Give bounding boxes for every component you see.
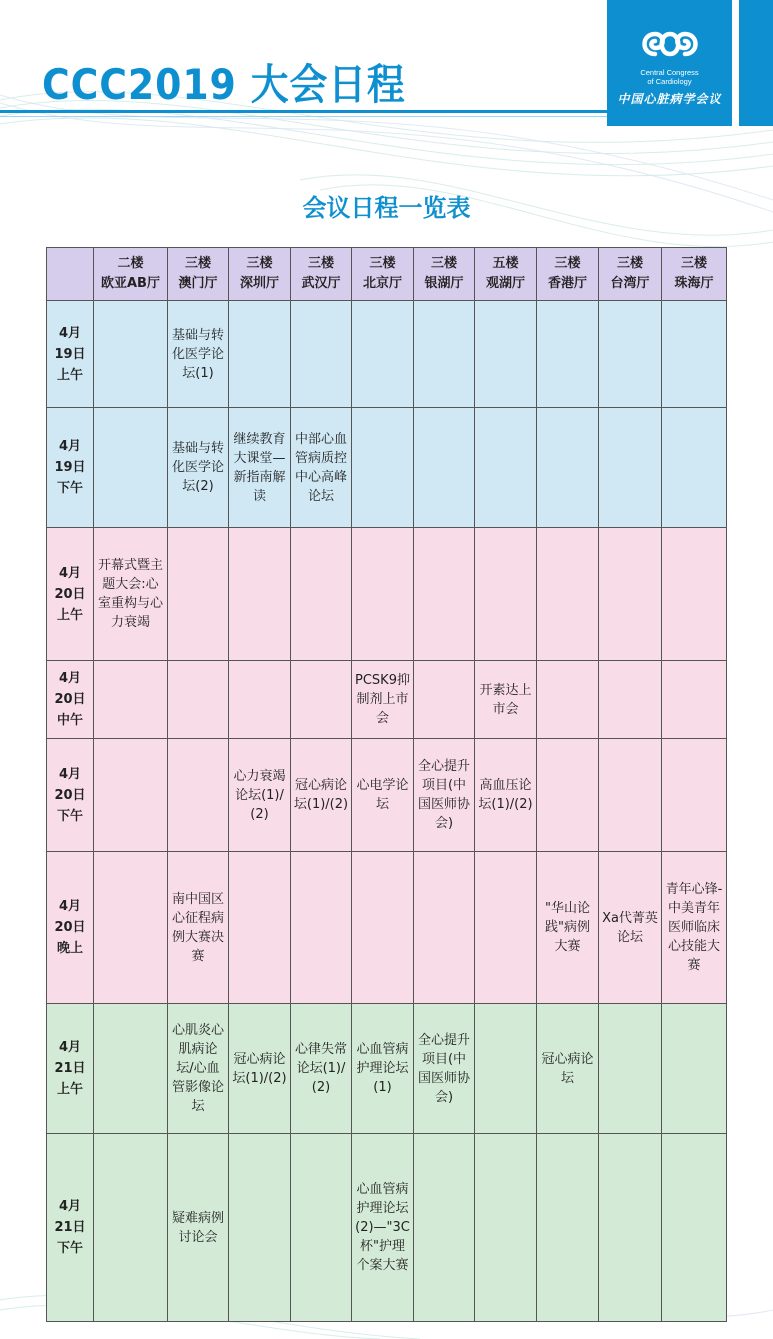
session-cell <box>599 408 662 528</box>
schedule-row <box>47 1134 727 1322</box>
time-part: 4月 <box>58 325 82 341</box>
session-name: 开素达上市会 <box>479 682 532 717</box>
time-part: 中午 <box>56 713 83 728</box>
schedule-row <box>47 528 727 661</box>
hall-floor: 二楼 <box>117 256 144 271</box>
session-cell <box>352 408 414 528</box>
session-time <box>47 408 94 528</box>
hall-floor: 三楼 <box>184 256 211 271</box>
session-cell <box>537 1134 599 1322</box>
session-cell <box>475 739 537 852</box>
session-cell <box>537 852 599 1004</box>
hall-header <box>168 248 229 301</box>
title-underline <box>0 110 610 113</box>
schedule-table <box>46 247 727 1322</box>
session-cell <box>352 739 414 852</box>
session-cell <box>352 1004 414 1134</box>
logo-chinese-text: 中国心脏病学会议 <box>617 92 722 106</box>
session-cell <box>599 1004 662 1134</box>
hall-header <box>352 248 414 301</box>
hall-header <box>94 248 168 301</box>
hall-header <box>414 248 475 301</box>
session-cell <box>94 1004 168 1134</box>
session-cell <box>599 739 662 852</box>
time-part: 20日 <box>54 586 86 602</box>
logo-side-stripe <box>739 0 773 126</box>
hall-name: 台湾厅 <box>610 276 650 291</box>
ccc-logo <box>607 0 732 126</box>
session-time <box>47 1004 94 1134</box>
time-part: 4月 <box>58 565 82 581</box>
session-cell <box>662 852 727 1004</box>
title-underline-thin <box>0 116 610 117</box>
session-time <box>47 301 94 408</box>
hall-header <box>599 248 662 301</box>
session-name: 青年心锋-中美青年医师临床心技能大赛 <box>665 882 723 973</box>
session-cell <box>168 852 229 1004</box>
session-cell <box>662 408 727 528</box>
hall-name: 深圳厅 <box>239 276 279 291</box>
session-cell <box>414 739 475 852</box>
session-cell <box>352 1134 414 1322</box>
session-cell <box>599 852 662 1004</box>
hall-floor: 三楼 <box>246 256 273 271</box>
session-name: 全心提升项目(中国医师协会) <box>417 759 470 831</box>
time-part: 下午 <box>56 808 83 824</box>
session-name: "华山论践"病例大赛 <box>545 901 590 954</box>
session-cell <box>229 408 291 528</box>
session-cell <box>291 408 352 528</box>
session-cell <box>414 301 475 408</box>
hall-floor: 三楼 <box>369 256 396 271</box>
session-cell <box>291 661 352 739</box>
session-cell <box>94 528 168 661</box>
session-cell <box>94 408 168 528</box>
hall-name: 北京厅 <box>362 276 402 291</box>
hall-name: 澳门厅 <box>178 276 218 291</box>
hall-floor: 五楼 <box>492 256 519 271</box>
session-name: 南中国区心征程病例大赛决赛 <box>171 891 224 964</box>
time-part: 20日 <box>54 787 86 803</box>
hall-header <box>475 248 537 301</box>
session-cell <box>537 528 599 661</box>
logo-english-text: Central Congress of Cardiology <box>640 68 699 86</box>
session-name: 心电学论坛 <box>356 778 409 812</box>
hall-name: 珠海厅 <box>674 276 714 291</box>
hall-header <box>229 248 291 301</box>
session-cell <box>94 739 168 852</box>
time-part: 19日 <box>54 346 86 362</box>
schedule-title: 会议日程一览表 <box>302 194 471 222</box>
session-name: 高血压论坛(1)/(2) <box>478 778 533 812</box>
hall-name: 武汉厅 <box>301 276 341 291</box>
schedule-row <box>47 852 727 1004</box>
session-cell <box>414 852 475 1004</box>
time-part: 20日 <box>54 920 86 935</box>
session-cell <box>168 408 229 528</box>
session-name: 疑难病例讨论会 <box>171 1210 224 1245</box>
session-cell <box>94 301 168 408</box>
session-cell <box>414 661 475 739</box>
time-part: 下午 <box>56 481 83 496</box>
time-part: 19日 <box>54 460 86 475</box>
hall-name: 香港厅 <box>547 276 587 291</box>
session-cell <box>662 1134 727 1322</box>
session-cell <box>475 1134 537 1322</box>
session-cell <box>168 1134 229 1322</box>
session-cell <box>475 661 537 739</box>
time-part: 21日 <box>54 1061 86 1076</box>
schedule-row <box>47 661 727 739</box>
time-part: 4月 <box>58 766 82 782</box>
session-cell <box>291 852 352 1004</box>
session-cell <box>414 408 475 528</box>
hall-name: 欧亚AB厅 <box>101 276 160 291</box>
session-cell <box>537 301 599 408</box>
session-time <box>47 528 94 661</box>
session-cell <box>229 661 291 739</box>
session-name: 心律失常论坛(1)/(2) <box>294 1042 347 1095</box>
hall-floor: 三楼 <box>430 256 457 271</box>
session-name: 心血管病护理论坛(2)—"3C杯"护理个案大赛 <box>355 1182 410 1273</box>
session-cell <box>168 661 229 739</box>
time-part: 4月 <box>58 1199 82 1214</box>
session-cell <box>662 661 727 739</box>
session-time <box>47 852 94 1004</box>
hall-floor: 三楼 <box>616 256 643 271</box>
header-row <box>47 248 727 301</box>
time-part: 下午 <box>56 1241 83 1256</box>
session-cell <box>291 1004 352 1134</box>
session-cell <box>599 1134 662 1322</box>
session-cell <box>291 739 352 852</box>
session-cell <box>537 739 599 852</box>
session-cell <box>168 1004 229 1134</box>
session-name: 心肌炎心肌病论坛/心血管影像论坛 <box>171 1023 224 1114</box>
schedule-row <box>47 301 727 408</box>
session-time <box>47 661 94 739</box>
session-cell <box>475 1004 537 1134</box>
session-cell <box>537 1004 599 1134</box>
time-part: 上午 <box>56 367 83 383</box>
session-time <box>47 1134 94 1322</box>
session-cell <box>291 301 352 408</box>
cloud-swirl-icon <box>635 24 705 64</box>
session-cell <box>352 852 414 1004</box>
session-cell <box>94 852 168 1004</box>
session-cell <box>352 528 414 661</box>
session-cell <box>599 528 662 661</box>
hall-header <box>291 248 352 301</box>
session-time <box>47 739 94 852</box>
time-part: 上午 <box>56 607 83 623</box>
session-name: Xa代菁英论坛 <box>602 910 658 945</box>
session-name: 基础与转化医学论坛(2) <box>171 441 224 494</box>
hall-header <box>537 248 599 301</box>
session-name: 冠心病论坛 <box>541 1051 594 1086</box>
session-cell <box>229 739 291 852</box>
time-part: 晚上 <box>56 941 83 956</box>
time-part: 上午 <box>56 1082 83 1097</box>
hall-name: 观湖厅 <box>485 276 525 291</box>
session-cell <box>662 739 727 852</box>
session-name: 心血管病护理论坛(1) <box>356 1042 409 1095</box>
time-part: 4月 <box>58 671 82 686</box>
session-cell <box>662 301 727 408</box>
hall-header <box>662 248 727 301</box>
session-name: 心力衰竭论坛(1)/(2) <box>233 768 286 822</box>
session-name: 基础与转化医学论坛(1) <box>171 327 224 381</box>
time-part: 20日 <box>54 692 86 707</box>
session-name: 全心提升项目(中国医师协会) <box>417 1032 470 1105</box>
session-name: 开幕式暨主题大会:心室重构与心力衰竭 <box>97 558 163 630</box>
session-cell <box>475 408 537 528</box>
session-name: PCSK9抑制剂上市会 <box>355 673 410 726</box>
session-cell <box>475 528 537 661</box>
hall-name: 银湖厅 <box>424 276 464 291</box>
hall-floor: 三楼 <box>680 256 707 271</box>
session-cell <box>414 528 475 661</box>
session-name: 冠心病论坛(1)/(2) <box>293 778 349 812</box>
session-cell <box>94 1134 168 1322</box>
time-part: 4月 <box>58 899 82 914</box>
session-cell <box>414 1134 475 1322</box>
session-cell <box>352 301 414 408</box>
session-cell <box>475 852 537 1004</box>
session-cell <box>599 301 662 408</box>
session-cell <box>537 408 599 528</box>
session-cell <box>229 528 291 661</box>
time-part: 4月 <box>58 1040 82 1055</box>
session-cell <box>229 301 291 408</box>
session-name: 冠心病论坛(1)/(2) <box>232 1051 287 1086</box>
schedule-row <box>47 408 727 528</box>
session-cell <box>662 1004 727 1134</box>
hall-floor: 三楼 <box>307 256 334 271</box>
schedule-row <box>47 739 727 852</box>
session-name: 继续教育大课堂—新指南解读 <box>233 431 286 504</box>
session-cell <box>229 852 291 1004</box>
session-cell <box>168 739 229 852</box>
session-cell <box>94 661 168 739</box>
session-cell <box>537 661 599 739</box>
session-cell <box>352 661 414 739</box>
time-part: 21日 <box>54 1220 86 1235</box>
session-cell <box>291 1134 352 1322</box>
page-title: CCC2019 大会日程 <box>42 60 406 109</box>
header-corner <box>47 248 94 301</box>
session-cell <box>599 661 662 739</box>
session-cell <box>662 528 727 661</box>
time-part: 4月 <box>58 439 82 454</box>
session-name: 中部心血管病质控中心高峰论坛 <box>294 431 347 504</box>
session-cell <box>168 528 229 661</box>
session-cell <box>291 528 352 661</box>
session-cell <box>229 1134 291 1322</box>
session-cell <box>414 1004 475 1134</box>
hall-floor: 三楼 <box>554 256 581 271</box>
schedule-row <box>47 1004 727 1134</box>
session-cell <box>229 1004 291 1134</box>
session-cell <box>475 301 537 408</box>
session-cell <box>168 301 229 408</box>
